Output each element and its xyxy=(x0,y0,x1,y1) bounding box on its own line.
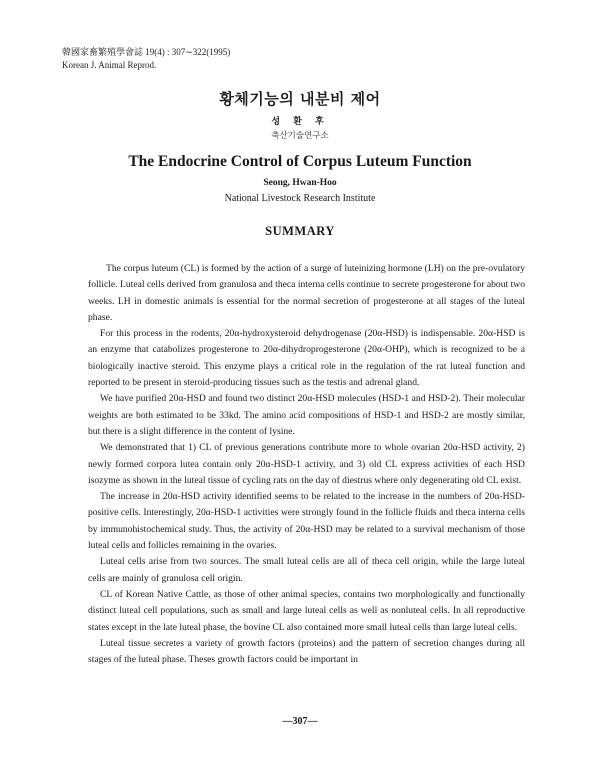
korean-author: 성 환 후 xyxy=(271,117,329,127)
summary-paragraph: The increase in 20α-HSD activity identified seems to be related to the increase in the numbers of 20α-HSD-positive cells. Interestingly, 20α-HSD-1 activities were strongly found in the follicle fluids and theca interna cells by immunohistochemical study. Thus, the activity of 20α-HSD may be related to a survival mechanism of those luteal cells and follicles remaining in the ovaries. xyxy=(88,491,525,552)
summary-body xyxy=(88,261,525,668)
summary-paragraph: The corpus luteum (CL) is formed by the action of a surge of luteinizing hormone (LH) on the pre-ovulatory follicle. Luteal cells derived from granulosa and theca interna cells continue to secrete progesterone for about two weeks. LH in domestic animals is essential for the normal secretion of progesterone at all stages of the luteal phase. xyxy=(88,263,525,323)
english-institution: National Livestock Research Institute xyxy=(224,193,376,204)
korean-title: 황체기능의 내분비 제어 xyxy=(219,90,381,108)
page-number: —307— xyxy=(282,716,318,727)
english-author: Seong, Hwan-Hoo xyxy=(263,178,337,188)
summary-paragraph: For this process in the rodents, 20α-hydroxysteroid dehydrogenase (20α-HSD) is indispensable. 20α-HSD is an enzyme that catabolizes progesterone to 20α-dihydroprogesterone (20α-OHP), which is recognized to be a biologically inactive steroid. This enzyme plays a critical role in the regulation of the rat luteal function and reported to be present in steroid-producing tissues such as the testis and adrenal gland. xyxy=(88,328,525,389)
english-title: The Endocrine Control of Corpus Luteum Function xyxy=(128,153,472,170)
summary-heading: SUMMARY xyxy=(265,224,335,238)
summary-paragraph: CL of Korean Native Cattle, as those of other animal species, contains two morphologically and functionally distinct luteal cell populations, such as small and large luteal cells as well as nonluteal cells. In all reproductive states except in the late luteal phase, the bovine CL also contained more small luteal cells than large luteal cells. xyxy=(88,588,525,633)
journal-citation-line-1: 韓國家畜繁殖學會誌 19(4) : 307∼322(1995) xyxy=(62,47,231,57)
journal-citation xyxy=(62,46,230,72)
journal-citation-line-2: Korean J. Animal Reprod. xyxy=(62,60,157,70)
korean-institution: 축산기술연구소 xyxy=(271,131,329,141)
summary-paragraph: We demonstrated that 1) CL of previous generations contribute more to whole ovarian 20α-HSD activity, 2) newly formed corpora lutea contain only 20α-HSD-1 activity, and 3) old CL express activities of each HSD isozyme as shown in the luteal tissue of cycling rats on the day of diestrus where only degenerating old CL exist. xyxy=(88,442,525,486)
summary-paragraph: Luteal tissue secretes a variety of growth factors (proteins) and the pattern of secretion changes during all stages of the luteal phase. Theses growth factors could be important in xyxy=(88,637,525,666)
summary-paragraph: We have purified 20α-HSD and found two distinct 20α-HSD molecules (HSD-1 and HSD-2). Their molecular weights are both estimated to be 33kd. The amino acid compositions of HSD-1 and HSD-2 are mostly similar, but there is a slight difference in the content of lysine. xyxy=(88,393,525,437)
summary-paragraph: Luteal cells arise from two sources. The small luteal cells are all of theca cell origin, while the large luteal cells are mainly of granulosa cell origin. xyxy=(88,556,525,584)
